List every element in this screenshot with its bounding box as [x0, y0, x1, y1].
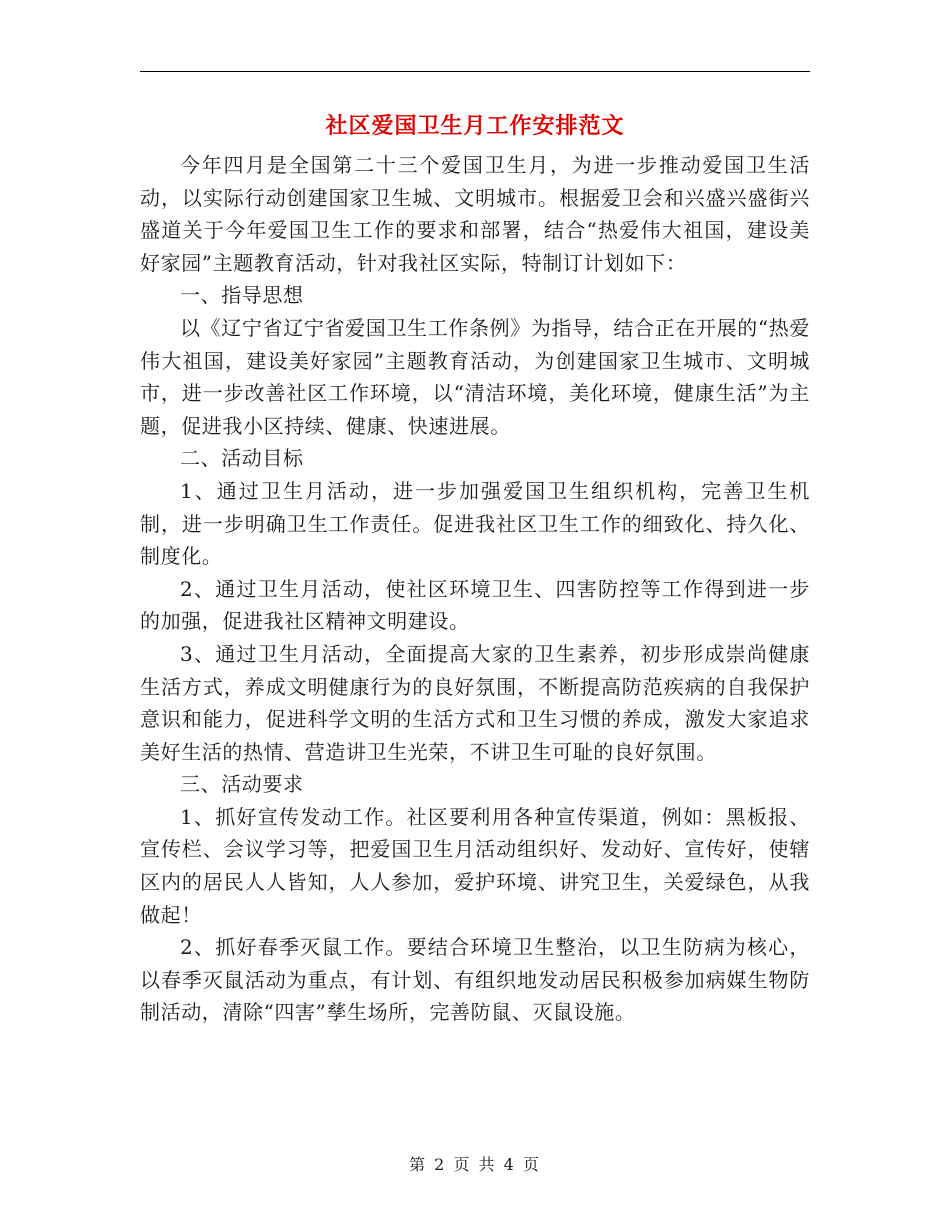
paragraph-goal-2: 2、通过卫生月活动，使社区环境卫生、四害防控等工作得到进一步的加强，促进我社区精神文明建设。 — [140, 576, 810, 634]
section-heading-activity-requirements: 三、活动要求 — [180, 772, 304, 797]
paragraph-goal-1: 1、通过卫生月活动，进一步加强爱国卫生组织机构，完善卫生机制，进一步明确卫生工作责任。促进我社区卫生工作的细致化、持久化、制度化。 — [140, 478, 810, 569]
paragraph-guiding-thought: 以《辽宁省辽宁省爱国卫生工作条例》为指导，结合正在开展的“热爱伟大祖国，建设美好家园”主题教育活动，为创建国家卫生城市、文明城市，进一步改善社区工作环境，以“清洁环境，美化环境，健康生活”为主题，促进我小区持续、健康、快速进展。 — [140, 315, 810, 438]
paragraph-requirement-2: 2、抓好春季灭鼠工作。要结合环境卫生整治，以卫生防病为核心，以春季灭鼠活动为重点，有计划、有组织地发动居民积极参加病媒生物防制活动，清除“四害”孳生场所，完善防鼠、灭鼠设施。 — [140, 935, 810, 1025]
paragraph-requirement-1: 1、抓好宣传发动工作。社区要利用各种宣传渠道，例如：黑板报、宣传栏、会议学习等，把爱国卫生月活动组织好、发动好、宣传好，使辖区内的居民人人皆知，人人参加，爱护环境、讲究卫生，关爱绿色，从我做起！ — [140, 804, 810, 927]
paragraph-intro: 今年四月是全国第二十三个爱国卫生月，为进一步推动爱国卫生活动，以实际行动创建国家卫生城、文明城市。根据爱卫会和兴盛兴盛街兴盛道关于今年爱国卫生工作的要求和部署，结合“热爱伟大祖国，建设美好家园”主题教育活动，针对我社区实际，特制订计划如下： — [140, 153, 810, 275]
page-number: 第 2 页 共 4 页 — [409, 1155, 541, 1174]
document-body — [140, 149, 810, 1029]
header-rule — [140, 71, 810, 72]
section-heading-activity-goals: 二、活动目标 — [180, 446, 304, 471]
section-heading-guiding-thought: 一、指导思想 — [180, 283, 304, 308]
document-title: 社区爱国卫生月工作安排范文 — [325, 113, 625, 139]
paragraph-goal-3: 3、通过卫生月活动，全面提高大家的卫生素养，初步形成崇尚健康生活方式，养成文明健康行为的良好氛围，不断提高防范疾病的自我保护意识和能力，促进科学文明的生活方式和卫生习惯的养成，激发大家追求美好生活的热情、营造讲卫生光荣，不讲卫生可耻的良好氛围。 — [140, 641, 810, 764]
